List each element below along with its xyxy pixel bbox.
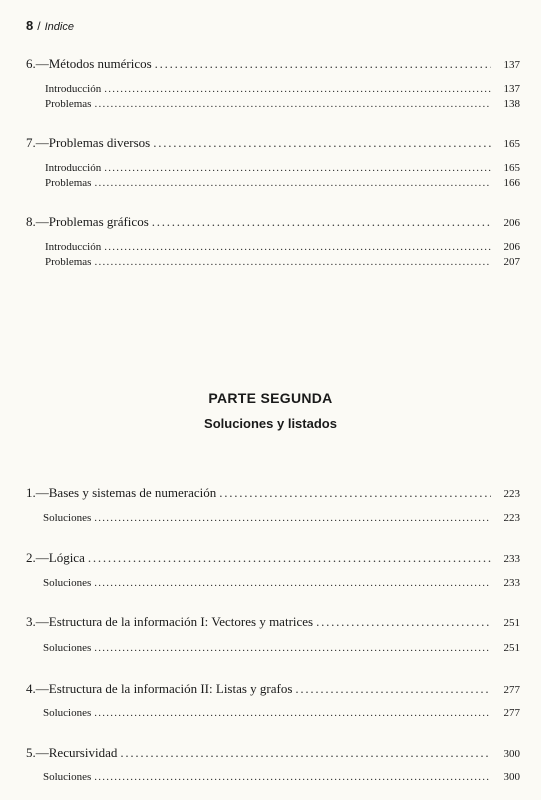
toc-chapter-label: 7.—Problemas diversos [26,135,151,150]
toc-page-number: 223 [503,512,520,524]
toc-page-number: 206 [503,241,520,253]
header-separator: / [37,19,41,33]
toc-subentry-label: Soluciones [43,642,92,654]
toc-chapter-label: 3.—Estructura de la información I: Vectores y matrices [26,614,314,629]
header-title: Indice [44,21,74,33]
toc-chapter-label: 8.—Problemas gráficos [26,214,149,229]
part-subtitle: Soluciones y listados [204,416,337,431]
toc-subentry [43,512,520,524]
toc-chapter-1 [26,485,520,501]
toc-chapter-8 [26,214,520,230]
toc-page-number: 251 [503,642,520,654]
toc-subentry [43,577,520,589]
toc-subentry [45,98,520,110]
toc-subentry-label: Soluciones [43,707,92,719]
toc-subentry-label: Soluciones [43,771,92,783]
dot-leader [94,177,491,189]
toc-page-number: 137 [503,83,520,95]
dot-leader [104,162,491,174]
dot-leader [120,745,491,761]
toc-subentry [45,83,520,95]
toc-chapter-label: 5.—Recursividad [26,745,118,760]
toc-page-number: 206 [503,217,520,229]
toc-subentry [45,256,520,268]
toc-subentry [43,707,520,719]
toc-subentry [45,177,520,189]
dot-leader [94,707,491,719]
toc-subentry-label: Introducción [45,83,102,95]
toc-page-number: 300 [503,771,520,783]
toc-page-number: 251 [503,617,520,629]
toc-chapter-label: 1.—Bases y sistemas de numeración [26,485,217,500]
dot-leader [104,83,491,95]
toc-chapter-7 [26,135,520,151]
toc-page-number: 223 [503,488,520,500]
toc-chapter-label: 4.—Estructura de la información II: Listas y grafos [26,681,293,696]
toc-page-number: 165 [503,162,520,174]
toc-subentry-label: Introducción [45,162,102,174]
toc-subentry [43,642,520,654]
toc-subentry-label: Problemas [45,98,92,110]
page-header [26,18,74,33]
toc-page-number: 277 [503,707,520,719]
dot-leader [104,241,491,253]
toc-subentry-label: Introducción [45,241,102,253]
toc-chapter-5 [26,745,520,761]
dot-leader [155,56,491,72]
toc-subentry [43,771,520,783]
toc-subentry-label: Problemas [45,256,92,268]
toc-page-number: 277 [503,684,520,696]
toc-page-number: 165 [503,138,520,150]
toc-page-number: 233 [503,553,520,565]
toc-subentry-label: Soluciones [43,512,92,524]
toc-subentry-label: Soluciones [43,577,92,589]
toc-page-number: 166 [503,177,520,189]
toc-subentry-label: Problemas [45,177,92,189]
dot-leader [94,98,491,110]
toc-page-number: 207 [503,256,520,268]
dot-leader [153,135,491,151]
toc-subentry [45,241,520,253]
page-number: 8 [26,18,34,33]
dot-leader [94,771,491,783]
toc-chapter-6 [26,56,520,72]
dot-leader [94,256,491,268]
toc-page-number: 300 [503,748,520,760]
toc-page-number: 233 [503,577,520,589]
toc-chapter-label: 2.—Lógica [26,550,85,565]
toc-chapter-3 [26,614,520,630]
toc-subentry [45,162,520,174]
part-title: PARTE SEGUNDA [208,390,333,406]
toc-chapter-4 [26,681,520,697]
toc-chapter-2 [26,550,520,566]
dot-leader [94,642,491,654]
dot-leader [316,614,491,630]
toc-page-number: 137 [503,59,520,71]
toc-chapter-label: 6.—Métodos numéricos [26,56,152,71]
toc-page-number: 138 [503,98,520,110]
dot-leader [94,577,491,589]
dot-leader [94,512,491,524]
dot-leader [295,681,491,697]
dot-leader [88,550,491,566]
dot-leader [219,485,491,501]
dot-leader [152,214,491,230]
